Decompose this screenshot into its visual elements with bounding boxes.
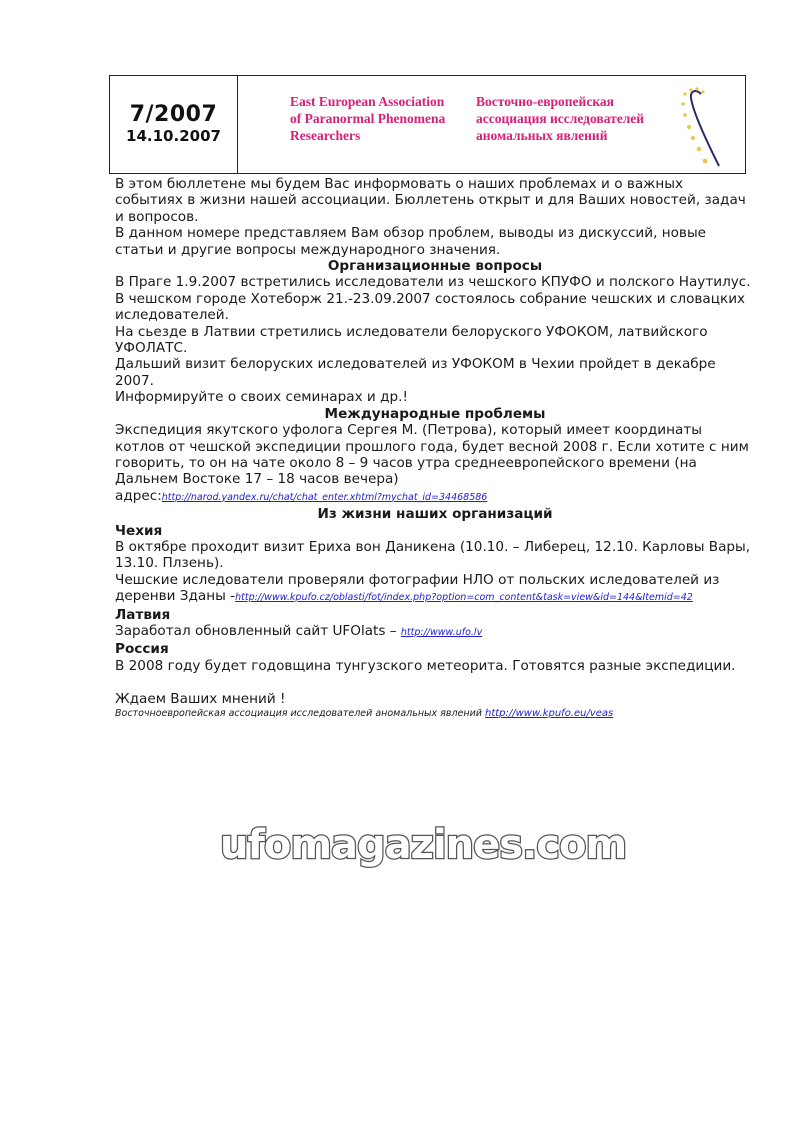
latvia-paragraph — [115, 623, 755, 641]
czech-paragraph: В октябре проходит визит Ериха вон Даникена (10.10. – Либерец, 12.10. Карловы Вары, 13.10. Плзень). — [115, 538, 751, 572]
closing-text: Ждаем Ваших мнений ! — [115, 690, 286, 707]
org-paragraph: Информируйте о своих семинарах и др.! — [115, 389, 408, 406]
org-paragraph: На сьезде в Латвии стретились иследователи белоруского УФОКОМ, латвийского УФОЛАТС. — [115, 323, 708, 357]
association-en-line: East European Association — [290, 94, 445, 109]
intro-paragraph: В этом бюллетене мы будем Вас информовать о наших проблемах и о важных событиях в жизни нашей ассоциации. Бюллетень открыт и для Ваших новостей, задач и вопросов. — [115, 176, 746, 225]
org-paragraph: В чешском городе Хотеборж 21.-23.09.2007 состоялось собрание чешских и словацких иследователей. — [115, 290, 746, 324]
bulletin-header — [109, 75, 746, 174]
association-en-line: of Paranormal Phenomena — [290, 111, 446, 126]
association-en-line: Researchers — [290, 128, 361, 143]
international-paragraph: Экспедиция якутского уфолога Сергея М. (Петрова), который имеет координаты котлов от чешской экспедиции прошлого года, будет весной 2008 г. Если хотите с ним говорить, то он на чате около 8 – 9 часов утра среднеевропейского времени (на Дальнем Востоке 17 – 18 часов вечера) — [115, 422, 749, 488]
czech-photos-text: Чешские иследователи проверяли фотографии НЛО от польских иследователей из деренви Зданы - — [115, 571, 720, 605]
latvia-text: Заработал обновленный сайт UFOlats – — [115, 622, 401, 639]
section-title-organizations: Из жизни наших организаций — [317, 506, 553, 523]
ufo-lv-link[interactable]: http://www.ufo.lv — [400, 626, 483, 638]
country-russia: Россия — [115, 641, 169, 658]
veas-link[interactable]: http://www.kpufo.eu/veas — [484, 707, 614, 719]
org-paragraph: Дальший визит белоруских иследователей из УФОКОМ в Чехии пройдет в декабре 2007. — [115, 356, 716, 389]
association-name-ru — [476, 93, 644, 144]
association-ru-line: аномальных явлений — [476, 128, 608, 143]
issue-date: 14.10.2007 — [126, 127, 221, 145]
russia-paragraph: В 2008 году будет годовщина тунгузского метеорита. Готовятся разные экспедиции. — [115, 657, 736, 674]
association-banner — [238, 76, 745, 173]
signature-text: Восточноевропейская ассоциация исследователей аномальных явлений — [115, 707, 485, 719]
kpufo-photos-link[interactable]: http://www.kpufo.cz/oblasti/fot/index.php?option=com_content&task=view&id=144&Itemid=42 — [235, 592, 693, 604]
issue-number: 7/2007 — [129, 102, 218, 127]
association-ru-line: ассоциация исследователей — [476, 111, 645, 126]
section-title-international: Международные проблемы — [324, 405, 546, 422]
spacer — [115, 674, 755, 690]
czech-paragraph-photos — [115, 572, 755, 607]
section-title-organizational: Организационные вопросы — [327, 258, 543, 275]
intro-paragraph: В данном номере представляем Вам обзор проблем, выводы из дискуссий, новые статьи и другие вопросы международного значения. — [115, 225, 707, 258]
country-latvia: Латвия — [115, 606, 171, 623]
bulletin-body — [115, 176, 755, 720]
address-label: адрес: — [115, 487, 162, 504]
chat-link[interactable]: http://narod.yandex.ru/chat/chat_enter.xhtml?mychat_id=34468586 — [161, 491, 488, 503]
country-czech: Чехия — [115, 522, 163, 539]
issue-cell — [110, 76, 238, 173]
association-name-en — [290, 93, 445, 144]
chat-address — [115, 488, 755, 506]
association-ru-line: Восточно-европейская — [476, 94, 614, 109]
watermark: ufomagazines.com — [220, 822, 627, 868]
signature-line — [115, 707, 755, 720]
comet-icon — [671, 82, 731, 170]
org-paragraph: В Праге 1.9.2007 встретились исследователи из чешского КПУФО и полского Наутилус. — [115, 274, 751, 291]
